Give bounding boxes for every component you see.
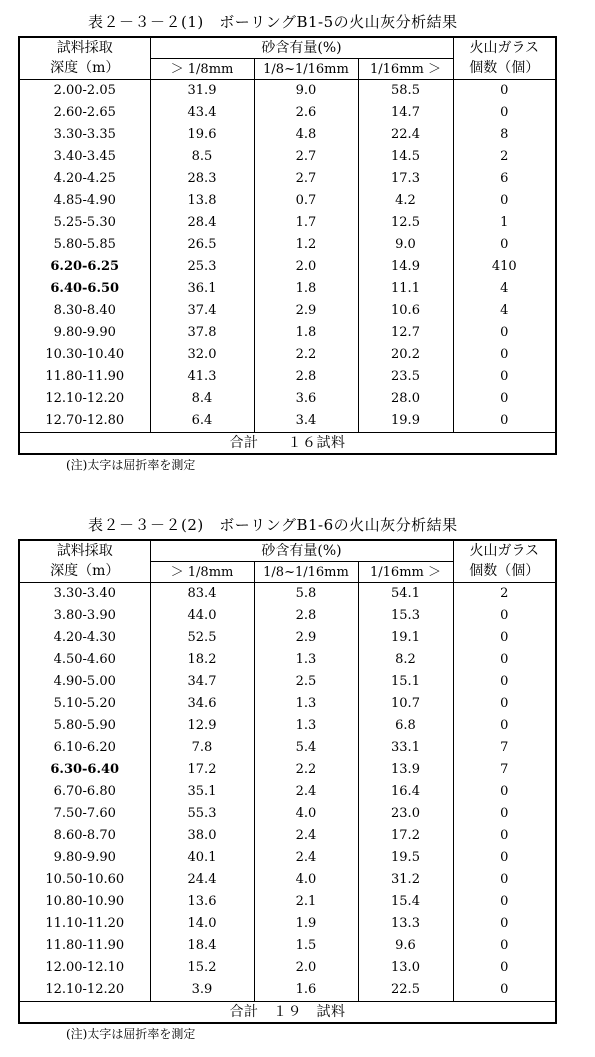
table-row: [19, 168, 556, 190]
glass-count-cell: 0: [453, 935, 556, 957]
depth-cell: 2.00-2.05: [19, 80, 150, 103]
fine-sand-cell: 20.2: [358, 344, 453, 366]
coarse-sand-cell: 8.5: [150, 146, 254, 168]
table-row: [19, 124, 556, 146]
medium-sand-cell: 2.0: [254, 957, 358, 979]
coarse-sand-cell: 18.2: [150, 649, 254, 671]
coarse-sand-cell: 28.4: [150, 212, 254, 234]
table-row: [19, 102, 556, 124]
depth-header-line2: 深度（m）: [19, 59, 150, 80]
coarse-sand-cell: 40.1: [150, 847, 254, 869]
coarse-sand-cell: 26.5: [150, 234, 254, 256]
table-section-b1-5: [18, 9, 555, 475]
depth-cell: 6.40-6.50: [19, 278, 150, 300]
glass-count-cell: 0: [453, 627, 556, 649]
glass-count-cell: 2: [453, 583, 556, 606]
medium-sand-cell: 5.8: [254, 583, 358, 606]
sub-header-coarse: ＞ 1/8mm: [150, 59, 254, 80]
table-note: (注)太字は屈折率を測定: [66, 1027, 196, 1041]
medium-sand-cell: 2.9: [254, 627, 358, 649]
depth-header-line2: 深度（m）: [19, 562, 150, 583]
table-total: 合計 １６試料: [19, 433, 556, 455]
medium-sand-cell: 2.9: [254, 300, 358, 322]
coarse-sand-cell: 28.3: [150, 168, 254, 190]
medium-sand-cell: 4.8: [254, 124, 358, 146]
fine-sand-cell: 12.5: [358, 212, 453, 234]
depth-cell: 10.30-10.40: [19, 344, 150, 366]
coarse-sand-cell: 6.4: [150, 410, 254, 433]
depth-cell: 8.30-8.40: [19, 300, 150, 322]
depth-cell: 5.10-5.20: [19, 693, 150, 715]
table-row: [19, 388, 556, 410]
fine-sand-cell: 54.1: [358, 583, 453, 606]
coarse-sand-cell: 19.6: [150, 124, 254, 146]
fine-sand-cell: 58.5: [358, 80, 453, 103]
sub-header-medium: 1/8~1/16mm: [254, 562, 358, 583]
fine-sand-cell: 15.3: [358, 605, 453, 627]
glass-count-cell: 0: [453, 847, 556, 869]
glass-header-line2: 個数（個）: [453, 59, 556, 80]
fine-sand-cell: 19.5: [358, 847, 453, 869]
table-row: [19, 80, 556, 103]
table-row: [19, 146, 556, 168]
medium-sand-cell: 1.8: [254, 322, 358, 344]
fine-sand-cell: 14.9: [358, 256, 453, 278]
fine-sand-cell: 23.5: [358, 366, 453, 388]
fine-sand-cell: 19.1: [358, 627, 453, 649]
medium-sand-cell: 2.7: [254, 168, 358, 190]
glass-count-cell: 0: [453, 803, 556, 825]
fine-sand-cell: 22.5: [358, 979, 453, 1002]
depth-cell: 3.30-3.35: [19, 124, 150, 146]
coarse-sand-cell: 13.8: [150, 190, 254, 212]
fine-sand-cell: 17.3: [358, 168, 453, 190]
glass-count-cell: 0: [453, 869, 556, 891]
table-note: (注)太字は屈折率を測定: [66, 458, 196, 472]
table-row: [19, 847, 556, 869]
coarse-sand-cell: 44.0: [150, 605, 254, 627]
fine-sand-cell: 13.9: [358, 759, 453, 781]
sub-header-fine: 1/16mm ＞: [358, 562, 453, 583]
fine-sand-cell: 13.0: [358, 957, 453, 979]
glass-count-cell: 0: [453, 80, 556, 103]
depth-cell: 5.80-5.85: [19, 234, 150, 256]
coarse-sand-cell: 37.8: [150, 322, 254, 344]
glass-count-cell: 0: [453, 388, 556, 410]
medium-sand-cell: 2.5: [254, 671, 358, 693]
coarse-sand-cell: 13.6: [150, 891, 254, 913]
table-body: [19, 583, 556, 1002]
table-row: [19, 256, 556, 278]
table-row: [19, 278, 556, 300]
coarse-sand-cell: 34.7: [150, 671, 254, 693]
medium-sand-cell: 3.6: [254, 388, 358, 410]
depth-cell: 12.10-12.20: [19, 388, 150, 410]
depth-cell: 7.50-7.60: [19, 803, 150, 825]
fine-sand-cell: 14.7: [358, 102, 453, 124]
table-row: [19, 410, 556, 433]
table-row: [19, 212, 556, 234]
table-row: [19, 913, 556, 935]
glass-count-cell: 0: [453, 366, 556, 388]
depth-cell: 3.80-3.90: [19, 605, 150, 627]
medium-sand-cell: 2.4: [254, 847, 358, 869]
depth-cell: 3.30-3.40: [19, 583, 150, 606]
depth-cell: 6.20-6.25: [19, 256, 150, 278]
coarse-sand-cell: 12.9: [150, 715, 254, 737]
depth-cell: 11.80-11.90: [19, 935, 150, 957]
sand-content-header: 砂含有量(%): [150, 37, 453, 59]
medium-sand-cell: 1.2: [254, 234, 358, 256]
fine-sand-cell: 19.9: [358, 410, 453, 433]
table-row: [19, 190, 556, 212]
glass-header-line2: 個数（個）: [453, 562, 556, 583]
ash-analysis-table: [18, 36, 557, 455]
depth-cell: 4.20-4.30: [19, 627, 150, 649]
depth-cell: 6.30-6.40: [19, 759, 150, 781]
medium-sand-cell: 1.3: [254, 693, 358, 715]
fine-sand-cell: 9.6: [358, 935, 453, 957]
depth-cell: 8.60-8.70: [19, 825, 150, 847]
table-row: [19, 935, 556, 957]
fine-sand-cell: 10.7: [358, 693, 453, 715]
depth-cell: 4.85-4.90: [19, 190, 150, 212]
depth-cell: 9.80-9.90: [19, 322, 150, 344]
medium-sand-cell: 2.8: [254, 366, 358, 388]
coarse-sand-cell: 83.4: [150, 583, 254, 606]
fine-sand-cell: 8.2: [358, 649, 453, 671]
fine-sand-cell: 31.2: [358, 869, 453, 891]
depth-cell: 9.80-9.90: [19, 847, 150, 869]
glass-count-cell: 2: [453, 146, 556, 168]
medium-sand-cell: 1.3: [254, 649, 358, 671]
sub-header-coarse: ＞ 1/8mm: [150, 562, 254, 583]
table-row: [19, 366, 556, 388]
glass-count-cell: 8: [453, 124, 556, 146]
medium-sand-cell: 1.7: [254, 212, 358, 234]
depth-cell: 11.10-11.20: [19, 913, 150, 935]
fine-sand-cell: 4.2: [358, 190, 453, 212]
table-title: 表２－３－２(1) ボーリングB1-5の火山灰分析結果: [88, 13, 458, 31]
table-row: [19, 234, 556, 256]
glass-count-cell: 0: [453, 605, 556, 627]
glass-count-cell: 1: [453, 212, 556, 234]
glass-count-cell: 4: [453, 300, 556, 322]
glass-count-cell: 7: [453, 737, 556, 759]
glass-count-cell: 0: [453, 190, 556, 212]
coarse-sand-cell: 37.4: [150, 300, 254, 322]
table-body: [19, 80, 556, 433]
table-row: [19, 957, 556, 979]
depth-cell: 4.90-5.00: [19, 671, 150, 693]
table-row: [19, 627, 556, 649]
medium-sand-cell: 2.4: [254, 825, 358, 847]
table-row: [19, 583, 556, 606]
depth-cell: 4.50-4.60: [19, 649, 150, 671]
depth-cell: 12.10-12.20: [19, 979, 150, 1002]
fine-sand-cell: 15.4: [358, 891, 453, 913]
depth-cell: 5.25-5.30: [19, 212, 150, 234]
depth-cell: 6.10-6.20: [19, 737, 150, 759]
table-title: 表２－３－２(2) ボーリングB1-6の火山灰分析結果: [88, 516, 458, 534]
coarse-sand-cell: 36.1: [150, 278, 254, 300]
coarse-sand-cell: 24.4: [150, 869, 254, 891]
table-row: [19, 693, 556, 715]
medium-sand-cell: 2.7: [254, 146, 358, 168]
medium-sand-cell: 2.2: [254, 759, 358, 781]
coarse-sand-cell: 52.5: [150, 627, 254, 649]
medium-sand-cell: 2.2: [254, 344, 358, 366]
coarse-sand-cell: 8.4: [150, 388, 254, 410]
coarse-sand-cell: 32.0: [150, 344, 254, 366]
glass-count-cell: 0: [453, 957, 556, 979]
fine-sand-cell: 23.0: [358, 803, 453, 825]
medium-sand-cell: 4.0: [254, 803, 358, 825]
depth-cell: 10.80-10.90: [19, 891, 150, 913]
glass-count-cell: 0: [453, 234, 556, 256]
table-row: [19, 781, 556, 803]
depth-cell: 12.00-12.10: [19, 957, 150, 979]
table-row: [19, 344, 556, 366]
glass-count-cell: 0: [453, 715, 556, 737]
fine-sand-cell: 13.3: [358, 913, 453, 935]
coarse-sand-cell: 3.9: [150, 979, 254, 1002]
fine-sand-cell: 6.8: [358, 715, 453, 737]
glass-count-cell: 0: [453, 671, 556, 693]
depth-cell: 12.70-12.80: [19, 410, 150, 433]
table-row: [19, 649, 556, 671]
glass-count-cell: 0: [453, 344, 556, 366]
glass-count-cell: 410: [453, 256, 556, 278]
table-row: [19, 979, 556, 1002]
medium-sand-cell: 2.8: [254, 605, 358, 627]
glass-count-cell: 0: [453, 410, 556, 433]
fine-sand-cell: 11.1: [358, 278, 453, 300]
medium-sand-cell: 1.8: [254, 278, 358, 300]
glass-count-cell: 0: [453, 693, 556, 715]
table-row: [19, 605, 556, 627]
glass-count-cell: 7: [453, 759, 556, 781]
coarse-sand-cell: 7.8: [150, 737, 254, 759]
medium-sand-cell: 2.6: [254, 102, 358, 124]
depth-cell: 11.80-11.90: [19, 366, 150, 388]
glass-count-cell: 0: [453, 322, 556, 344]
table-row: [19, 891, 556, 913]
depth-header-line1: 試料採取: [19, 540, 150, 562]
table-row: [19, 322, 556, 344]
fine-sand-cell: 10.6: [358, 300, 453, 322]
table-row: [19, 737, 556, 759]
fine-sand-cell: 15.1: [358, 671, 453, 693]
medium-sand-cell: 1.3: [254, 715, 358, 737]
sub-header-medium: 1/8~1/16mm: [254, 59, 358, 80]
depth-cell: 3.40-3.45: [19, 146, 150, 168]
depth-cell: 5.80-5.90: [19, 715, 150, 737]
table-row: [19, 300, 556, 322]
coarse-sand-cell: 14.0: [150, 913, 254, 935]
ash-analysis-table: [18, 539, 557, 1024]
table-row: [19, 869, 556, 891]
glass-count-cell: 0: [453, 825, 556, 847]
coarse-sand-cell: 18.4: [150, 935, 254, 957]
table-row: [19, 825, 556, 847]
depth-header-line1: 試料採取: [19, 37, 150, 59]
fine-sand-cell: 33.1: [358, 737, 453, 759]
table-row: [19, 759, 556, 781]
coarse-sand-cell: 35.1: [150, 781, 254, 803]
glass-count-cell: 6: [453, 168, 556, 190]
table-row: [19, 803, 556, 825]
coarse-sand-cell: 31.9: [150, 80, 254, 103]
coarse-sand-cell: 38.0: [150, 825, 254, 847]
glass-header-line1: 火山ガラス: [453, 540, 556, 562]
fine-sand-cell: 16.4: [358, 781, 453, 803]
coarse-sand-cell: 34.6: [150, 693, 254, 715]
table-row: [19, 715, 556, 737]
glass-count-cell: 0: [453, 913, 556, 935]
coarse-sand-cell: 25.3: [150, 256, 254, 278]
table-section-b1-6: [18, 512, 555, 1044]
fine-sand-cell: 22.4: [358, 124, 453, 146]
coarse-sand-cell: 41.3: [150, 366, 254, 388]
medium-sand-cell: 1.6: [254, 979, 358, 1002]
coarse-sand-cell: 15.2: [150, 957, 254, 979]
medium-sand-cell: 9.0: [254, 80, 358, 103]
fine-sand-cell: 28.0: [358, 388, 453, 410]
glass-count-cell: 0: [453, 649, 556, 671]
fine-sand-cell: 17.2: [358, 825, 453, 847]
medium-sand-cell: 0.7: [254, 190, 358, 212]
fine-sand-cell: 14.5: [358, 146, 453, 168]
glass-count-cell: 0: [453, 102, 556, 124]
glass-count-cell: 0: [453, 891, 556, 913]
glass-count-cell: 4: [453, 278, 556, 300]
coarse-sand-cell: 17.2: [150, 759, 254, 781]
fine-sand-cell: 9.0: [358, 234, 453, 256]
table-total: 合計 １９ 試料: [19, 1002, 556, 1024]
table-row: [19, 671, 556, 693]
depth-cell: 2.60-2.65: [19, 102, 150, 124]
depth-cell: 10.50-10.60: [19, 869, 150, 891]
coarse-sand-cell: 43.4: [150, 102, 254, 124]
medium-sand-cell: 4.0: [254, 869, 358, 891]
medium-sand-cell: 2.0: [254, 256, 358, 278]
medium-sand-cell: 1.5: [254, 935, 358, 957]
depth-cell: 4.20-4.25: [19, 168, 150, 190]
depth-cell: 6.70-6.80: [19, 781, 150, 803]
glass-count-cell: 0: [453, 781, 556, 803]
medium-sand-cell: 2.4: [254, 781, 358, 803]
sand-content-header: 砂含有量(%): [150, 540, 453, 562]
glass-header-line1: 火山ガラス: [453, 37, 556, 59]
glass-count-cell: 0: [453, 979, 556, 1002]
coarse-sand-cell: 55.3: [150, 803, 254, 825]
sub-header-fine: 1/16mm ＞: [358, 59, 453, 80]
medium-sand-cell: 5.4: [254, 737, 358, 759]
medium-sand-cell: 1.9: [254, 913, 358, 935]
fine-sand-cell: 12.7: [358, 322, 453, 344]
medium-sand-cell: 3.4: [254, 410, 358, 433]
medium-sand-cell: 2.1: [254, 891, 358, 913]
